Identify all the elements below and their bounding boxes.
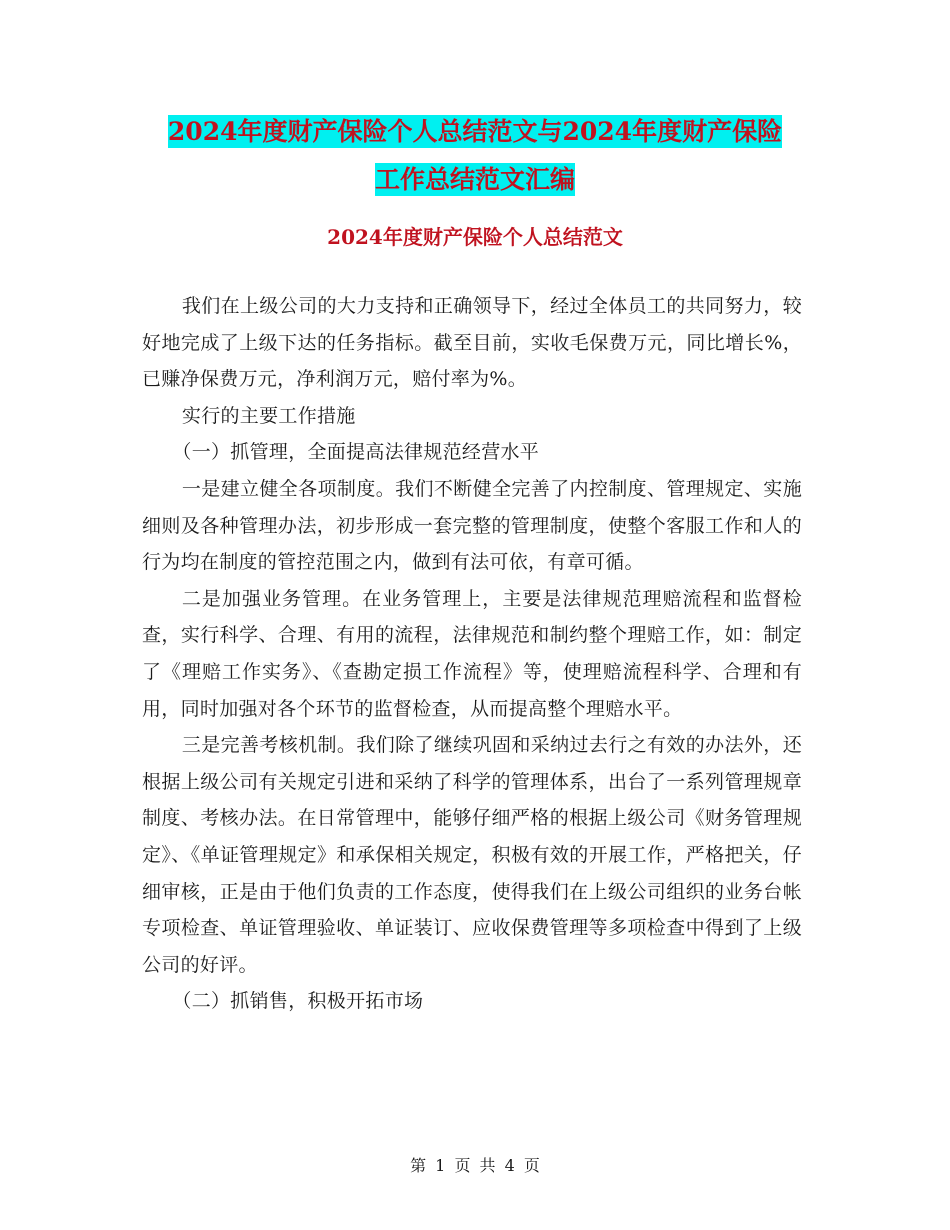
title-line-2: 工作总结范文汇编 xyxy=(374,165,575,194)
paragraph-item-2: 二是加强业务管理。在业务管理上，主要是法律规范理赔流程和监督检查，实行科学、合理、有用的流程，法律规范和制约整个理赔工作，如：制定了《理赔工作实务》、《查勘定损工作流程》等，使理赔流程科学、合理和有用，同时加强对各个环节的监督检查，从而提高整个理赔水平。 xyxy=(142,587,802,720)
paragraph-section-1-heading: （一）抓管理，全面提高法律规范经营水平 xyxy=(172,441,540,464)
document-body xyxy=(142,288,802,1020)
section-title: 2024年度财产保险个人总结范文 xyxy=(327,225,623,249)
page-footer: 第 1 页 共 4 页 xyxy=(410,1156,540,1175)
paragraph-measures-heading: 实行的主要工作措施 xyxy=(181,404,356,427)
paragraph-intro: 我们在上级公司的大力支持和正确领导下，经过全体员工的共同努力，较好地完成了上级下达的任务指标。截至目前，实收毛保费万元，同比增长%，已赚净保费万元，净利润万元，赔付率为%。 xyxy=(142,295,802,391)
paragraph-item-1: 一是建立健全各项制度。我们不断健全完善了内控制度、管理规定、实施细则及各种管理办法，初步形成一套完整的管理制度，使整个客服工作和人的行为均在制度的管控范围之内，做到有法可依，有章可循。 xyxy=(142,477,802,574)
paragraph-section-2-heading: （二）抓销售，积极开拓市场 xyxy=(172,990,424,1013)
paragraph-item-3: 三是完善考核机制。我们除了继续巩固和采纳过去行之有效的办法外，还根据上级公司有关规定引进和采纳了科学的管理体系，出台了一系列管理规章制度、考核办法。在日常管理中，能够仔细严格的根据上级公司《财务管理规定》、《单证管理规定》和承保相关规定，积极有效的开展工作，严格把关，仔细审核，正是由于他们负责的工作态度，使得我们在上级公司组织的业务台帐专项检查、单证管理验收、单证装订、应收保费管理等多项检查中得到了上级公司的好评。 xyxy=(142,734,802,976)
title-line-1: 2024年度财产保险个人总结范文与2024年度财产保险 xyxy=(167,117,783,146)
document-title xyxy=(140,108,810,204)
